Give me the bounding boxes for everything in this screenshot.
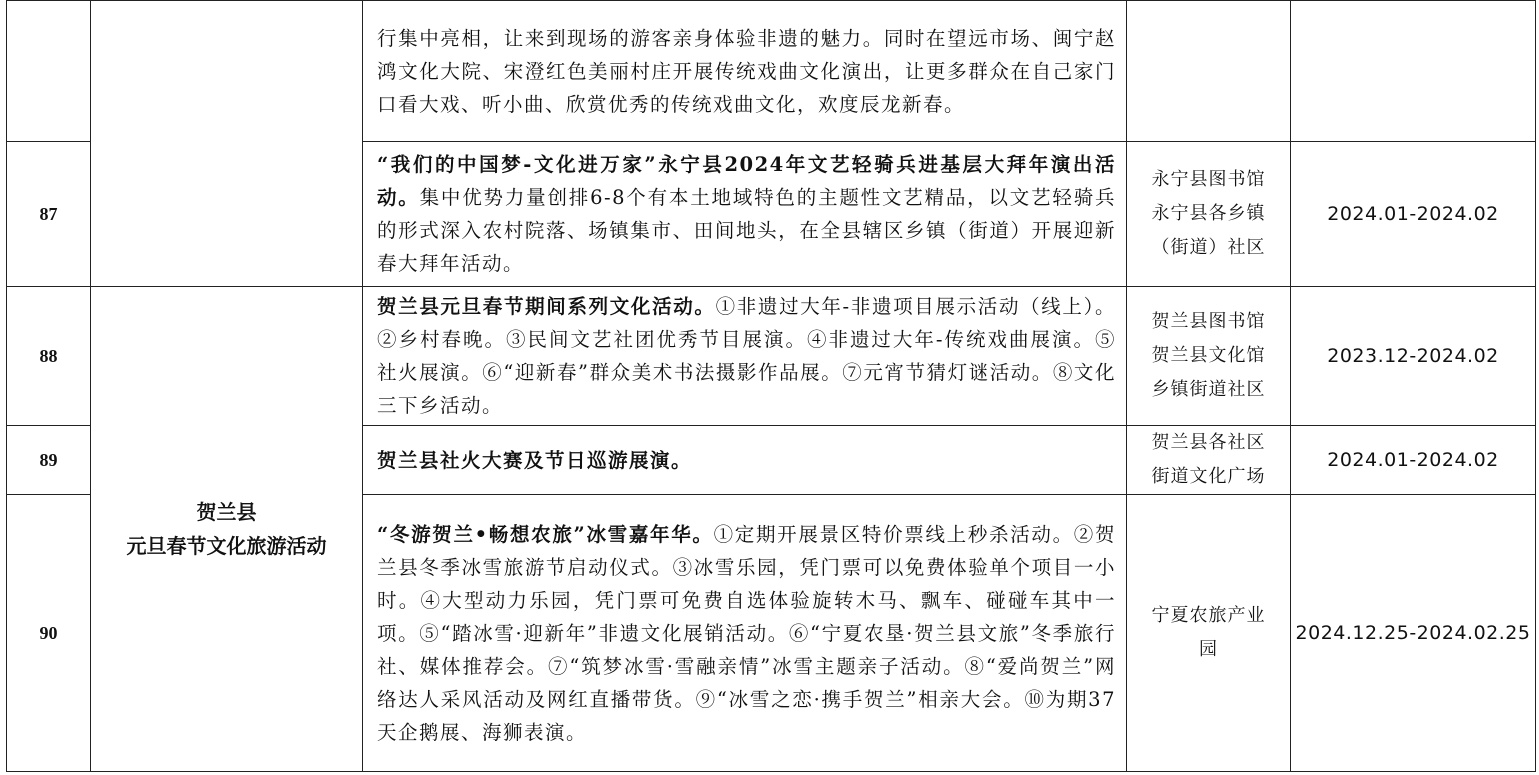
organizer-cell bbox=[1127, 287, 1291, 426]
organizer-line: 永宁县图书馆 bbox=[1151, 169, 1266, 190]
activity-content-cell bbox=[363, 495, 1127, 772]
date-cell bbox=[1291, 1, 1536, 142]
organizer-cell bbox=[1127, 142, 1291, 287]
row-number-cell: 89 bbox=[7, 426, 91, 495]
activity-title: 贺兰县社火大赛及节日巡游展演。 bbox=[377, 448, 693, 472]
organizer-line: 宁夏农旅产业 bbox=[1151, 605, 1266, 626]
activity-title: “我们的中国梦-文化进万家”永宁县2024年文艺轻骑兵进基层大拜年演出活动。 bbox=[377, 153, 1116, 209]
organizer-line: （街道）社区 bbox=[1151, 237, 1266, 258]
row-number-cell: 88 bbox=[7, 287, 91, 426]
date-cell: 2023.12-2024.02 bbox=[1291, 287, 1536, 426]
date-cell: 2024.01-2024.02 bbox=[1291, 426, 1536, 495]
organizer-cell bbox=[1127, 426, 1291, 495]
row-number-cell: 87 bbox=[7, 142, 91, 287]
organizer-line: 永宁县各乡镇 bbox=[1151, 203, 1266, 224]
organizer-line: 乡镇街道社区 bbox=[1151, 379, 1266, 400]
activity-description: 行集中亮相，让来到现场的游客亲身体验非遗的魅力。同时在望远市场、闽宁赵鸿文化大院、宋澄红色美丽村庄开展传统戏曲文化演出，让更多群众在自己家门口看大戏、听小曲、欣赏优秀的传统戏曲文化，欢度辰龙新春。 bbox=[377, 26, 1116, 116]
activity-description: 集中优势力量创排6-8个有本土地域特色的主题性文艺精品，以文艺轻骑兵的形式深入农村院落、场镇集市、田间地头，在全县辖区乡镇（街道）开展迎新春大拜年活动。 bbox=[377, 186, 1116, 275]
group-title-line2: 元旦春节文化旅游活动 bbox=[126, 534, 327, 558]
organizer-line: 贺兰县文化馆 bbox=[1151, 345, 1266, 366]
organizer-line: 街道文化广场 bbox=[1151, 466, 1266, 487]
table-row-continued bbox=[7, 1, 1536, 142]
activity-description: ①定期开展景区特价票线上秒杀活动。②贺兰县冬季冰雪旅游节启动仪式。③冰雪乐园，凭门票可以免费体验单个项目一小时。④大型动力乐园，凭门票可免费自选体验旋转木马、飘车、碰碰车其中一项。⑤“踏冰雪·迎新年”非遗文化展销活动。⑥“宁夏农垦·贺兰县文旅”冬季旅行社、媒体推荐会。⑦“筑梦冰雪·雪融亲情”冰雪主题亲子活动。⑧“爱尚贺兰”网络达人采风活动及网红直播带货。⑨“冰雪之恋·携手贺兰”相亲大会。⑩为期37天企鹅展、海狮表演。 bbox=[377, 522, 1116, 744]
organizer-cell bbox=[1127, 495, 1291, 772]
activity-content-cell bbox=[363, 142, 1127, 287]
row-number-cell bbox=[7, 1, 91, 142]
activity-title: 贺兰县元旦春节期间系列文化活动。 bbox=[377, 295, 716, 318]
organizer-line: 园 bbox=[1199, 639, 1218, 660]
activity-title: “冬游贺兰•畅想农旅”冰雪嘉年华。 bbox=[377, 522, 714, 546]
activity-table bbox=[6, 0, 1536, 772]
group-title-line1: 贺兰县 bbox=[196, 500, 257, 524]
activity-content-cell bbox=[363, 287, 1127, 426]
date-cell: 2024.12.25-2024.02.25 bbox=[1291, 495, 1536, 772]
group-cell-yongning bbox=[91, 1, 363, 287]
organizer-line: 贺兰县图书馆 bbox=[1151, 311, 1266, 332]
activity-description: ①非遗过大年-非遗项目展示活动（线上）。②乡村春晚。③民间文艺社团优秀节目展演。④非遗过大年-传统戏曲展演。⑤社火展演。⑥“迎新春”群众美术书法摄影作品展。⑦元宵节猜灯谜活动。⑧文化三下乡活动。 bbox=[377, 295, 1116, 417]
organizer-line: 贺兰县各社区 bbox=[1151, 432, 1266, 453]
row-number-cell: 90 bbox=[7, 495, 91, 772]
activity-content-cell bbox=[363, 1, 1127, 142]
group-cell-helan bbox=[91, 287, 363, 772]
activity-content-cell bbox=[363, 426, 1127, 495]
table-row-88 bbox=[7, 287, 1536, 426]
date-cell: 2024.01-2024.02 bbox=[1291, 142, 1536, 287]
organizer-cell bbox=[1127, 1, 1291, 142]
